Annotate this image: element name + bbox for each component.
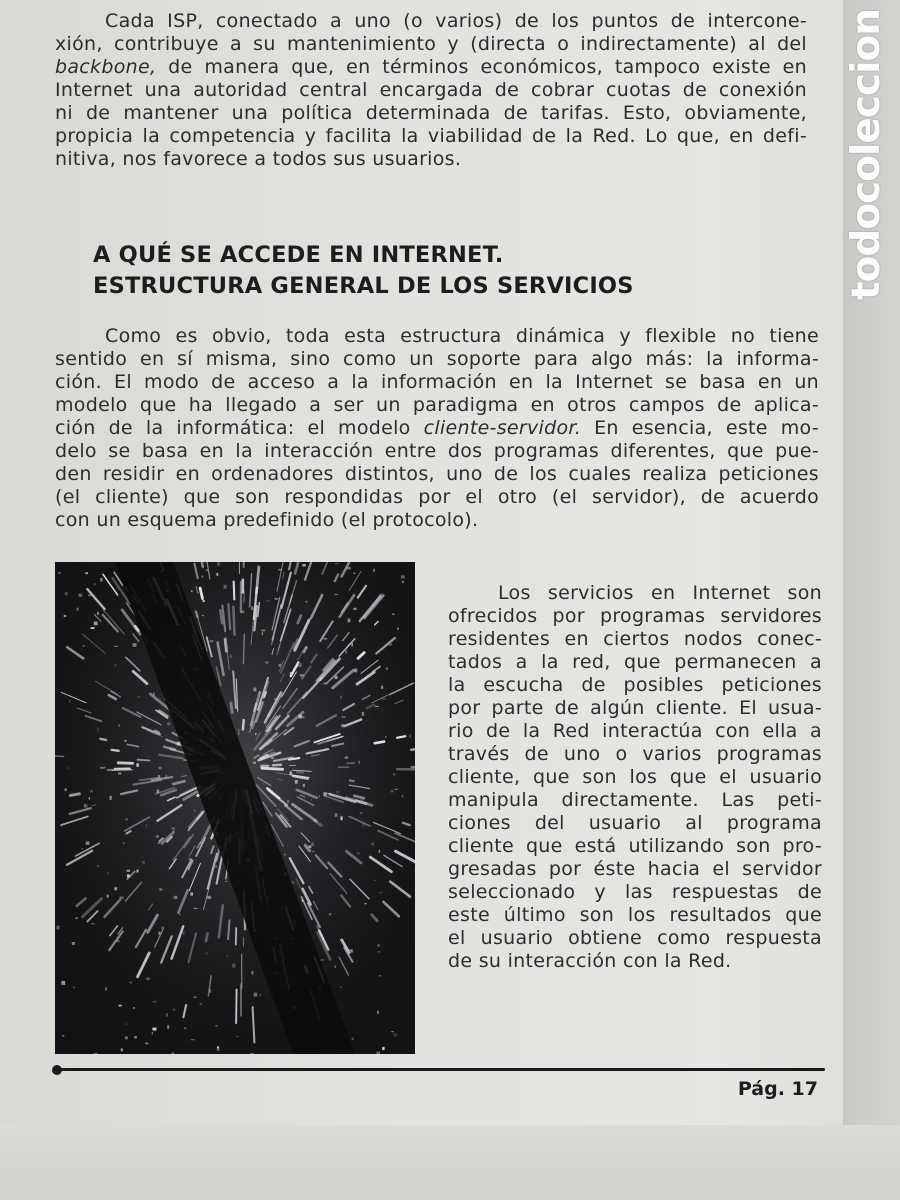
side-line-11: ciones del usuario al programa — [448, 812, 822, 834]
intro-line-1: Cada ISP, conectado a uno (o varios) de los puntos de intercone- — [105, 10, 807, 32]
footer-rule — [57, 1068, 825, 1071]
side-line-17: de su interacción con la Red. — [448, 950, 732, 972]
intro-line-2: xión, contribuye a su mantenimiento y (directa o indirectamente) al del — [55, 33, 807, 55]
side-line-3: residentes en ciertos nodos conec- — [448, 628, 822, 650]
section-heading-line-2: ESTRUCTURA GENERAL DE LOS SERVICIOS — [93, 273, 634, 299]
side-line-4: tados a la red, que permanecen a — [448, 651, 822, 673]
body-line-4: modelo que ha llegado a ser un paradigma en otros campos de aplica- — [55, 394, 819, 416]
data-tunnel-graphic — [55, 562, 415, 1054]
intro-line-5: ni de mantener una política determinada de tarifas. Esto, obviamente, — [55, 102, 807, 124]
side-line-9: cliente, que son los que el usuario — [448, 766, 822, 788]
watermark-logo: todocoleccion — [844, 8, 889, 300]
intro-line-4: Internet una autoridad central encargada de cobrar cuotas de conexión — [55, 79, 807, 101]
body-line-5 — [55, 417, 819, 440]
data-tunnel-illustration — [55, 562, 415, 1054]
body-line-8: (el cliente) que son respondidas por el otro (el servidor), de acuerdo — [55, 486, 819, 508]
intro-paragraph — [55, 10, 807, 171]
body-paragraph — [55, 325, 819, 532]
side-line-8: través de uno o varios programas — [448, 743, 822, 765]
body-italic-term: cliente-servidor. — [423, 417, 582, 439]
body-line-3: ción. El modo de acceso a la información en la Internet se basa en un — [55, 371, 819, 393]
side-line-16: el usuario obtiene como respuesta — [448, 927, 822, 949]
side-line-13: gresadas por éste hacia el servidor — [448, 858, 822, 880]
side-line-7: rio de la Red interactúa con ella a — [448, 720, 822, 742]
body-line-9: con un esquema predefinido (el protocolo). — [55, 509, 479, 531]
side-line-15: este último son los resultados que — [448, 904, 822, 926]
page-number: Pág. 17 — [737, 1078, 818, 1100]
page-bottom-margin — [0, 1125, 900, 1200]
side-line-2: ofrecidos por programas servidores — [448, 605, 822, 627]
side-line-5: la escucha de posibles peticiones — [448, 674, 822, 696]
section-heading — [93, 240, 713, 302]
side-paragraph — [448, 582, 822, 973]
intro-line-6: propicia la competencia y facilita la viabilidad de la Red. Lo que, en defi- — [55, 125, 807, 147]
side-line-1: Los servicios en Internet son — [498, 582, 822, 604]
intro-line-3-rest: de manera que, en términos económicos, tampoco existe en — [156, 56, 807, 78]
side-line-12: cliente que está utilizando son pro- — [448, 835, 822, 857]
body-line-6: delo se basa en la interacción entre dos programas diferentes, que pue- — [55, 440, 819, 462]
section-heading-line-1: A QUÉ SE ACCEDE EN INTERNET. — [93, 242, 504, 268]
intro-line-7: nitiva, nos favorece a todos sus usuarios. — [55, 148, 462, 170]
intro-line-3 — [55, 56, 807, 79]
body-line-7: den residir en ordenadores distintos, uno de los cuales realiza peticiones — [55, 463, 819, 485]
body-line-2: sentido en sí misma, sino como un soporte para algo más: la informa- — [55, 348, 819, 370]
side-line-14: seleccionado y las respuestas de — [448, 881, 822, 903]
body-line-5-end: En esencia, este mo- — [581, 417, 819, 439]
side-line-10: manipula directamente. Las peti- — [448, 789, 822, 811]
body-line-5-start: ción de la informática: el modelo — [55, 417, 424, 439]
side-line-6: por parte de algún cliente. El usua- — [448, 697, 822, 719]
body-line-1: Como es obvio, toda esta estructura dinámica y flexible no tiene — [105, 325, 819, 347]
intro-italic-term: backbone, — [55, 56, 157, 78]
